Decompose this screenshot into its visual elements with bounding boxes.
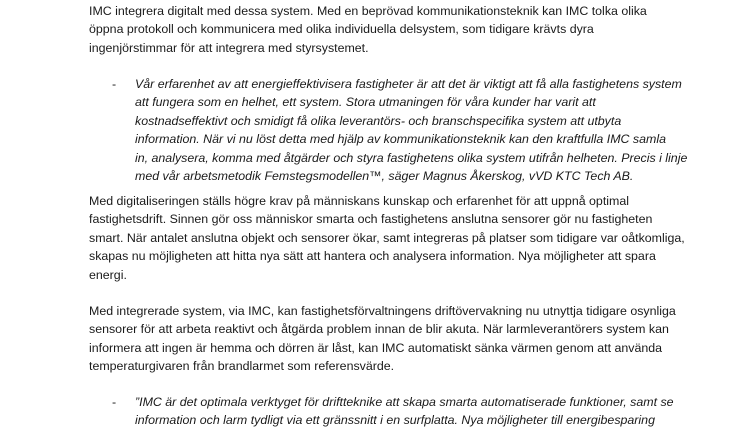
text-line: skapas nu möjligheten att hitta nya sätt att hantera och analysera information. Nya möjligheter att spara [89,249,656,264]
text-line: Vår erfarenhet av att energieffektivisera fastigheter är att det är viktigt att få alla fastighetens system [135,77,682,91]
text-line: energi. [89,267,127,282]
text-line: Med integrerade system, via IMC, kan fastighetsförvaltningens driftövervakning nu utnyttja tidigare osynliga [89,304,676,318]
text-line: information. När vi nu löst detta med hjälp av kommunikationsteknik kan den kraftfulla IMC samla [135,132,666,147]
text-line: Med digitaliseringen ställs högre krav på människans kunskap och erfarenhet för att uppnå optimal [89,194,629,208]
text-line: med vår arbetsmetodik Femstegsmodellen™, säger Magnus Åkerskog, vVD KTC Tech AB. [135,169,634,184]
text-line: kostnadseffektivt och smidigt få olika leverantörs- och branschspecifika system att utbyta [135,113,622,128]
paragraph-digitalisering [89,192,685,284]
text-line: IMC integrera digitalt med dessa system. Med en beprövad kommunikationsteknik kan IMC tolka olika [89,4,647,18]
text-line: information och larm tydligt via ett gränssnitt i en surfplatta. Nya möjligheter till energibesparing [135,413,655,428]
paragraph-imc-integration [89,2,669,57]
bullet-marker: - [112,77,117,91]
bullet-marker: - [112,395,117,409]
text-line: ”IMC är det optimala verktyget för driftteknike att skapa smarta automatiserade funktioner, samt se [135,395,674,409]
text-line: in, analysera, komma med åtgärder och styra fastighetens olika system utifrån helheten. Precis i linje [135,150,688,165]
text-line: fastighetsdrift. Sinnen gör oss människor smarta och fastighetens anslutna sensorer gör nu fastigheten [89,212,653,227]
quote-imc-verktyg [135,393,675,430]
text-line: öppna protokoll och kommunicera med olika individuella delsystem, som tidigare krävts dyra [89,22,594,37]
text-line: temperaturgivaren från brandlarmet som referensvärde. [89,359,395,374]
quote-magnus-akerskog [135,75,688,185]
text-line: informera att ingen är hemma och dörren är låst, kan IMC automatiskt sänka värmen genom att använda [89,340,663,355]
text-line: smart. När antalet anslutna objekt och sensorer ökar, samt integreras på platser som tidigare var oåtkomliga, [89,230,685,245]
text-line: ingenjörstimmar för att integrera med styrsystemet. [89,40,369,55]
text-line: sensorer för att arbeta reaktivt och åtgärda problem innan de blir akuta. När larmleverantörers system kan [89,322,669,337]
paragraph-integrerade-system [89,302,676,376]
text-line: att fungera som en helhet, ett system. Stora utmaningen för våra kunder har varit att [135,95,596,110]
